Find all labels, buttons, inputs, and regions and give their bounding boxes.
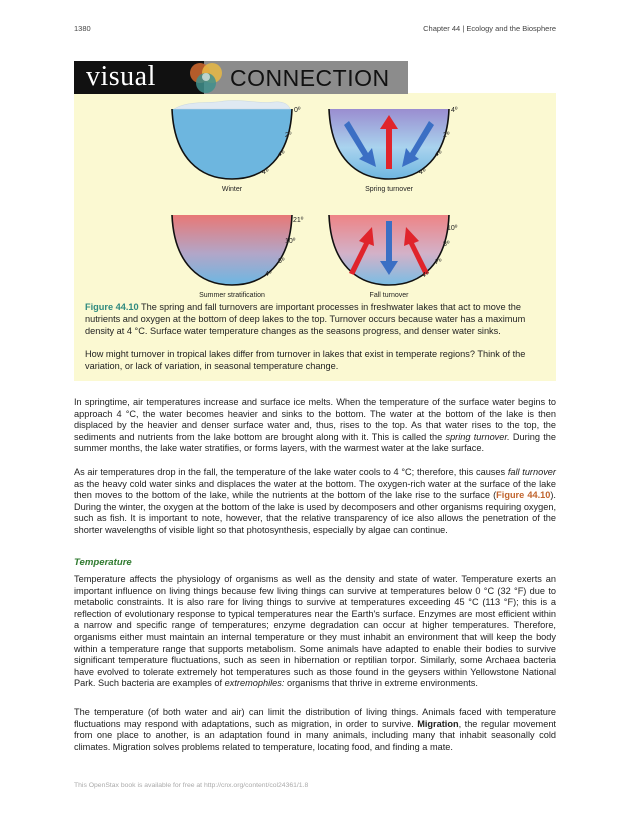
summer-water	[172, 215, 292, 285]
fall-title: Fall turnover	[369, 292, 409, 299]
figure-label: Figure 44.10	[85, 302, 139, 312]
p3-term-extremophiles: extremophiles:	[224, 678, 285, 689]
p1-text-b: During the summer months, the lake water stratifies, or forms layers, with the warmest water at the lake surface.	[74, 431, 556, 454]
banner-connection-word: CONNECTION	[230, 65, 390, 91]
p1-term-spring-turnover: spring turnover.	[445, 431, 510, 442]
winter-temp-3: 4º	[278, 151, 285, 158]
paragraph-fall-turnover	[74, 467, 556, 537]
p2-text-c: ). During the winter, the oxygen at the bottom of the lake is used by decomposers and other organisms requiring oxygen, such as fish. It is important to note, however, that the relative transparency of ice also allows the penetration of the shorter wavelengths of visible light so that photosynthesis, especially by algae can continue.	[74, 490, 556, 535]
winter-temp-1: 0º	[294, 107, 301, 114]
banner-visual-word: visual	[74, 61, 204, 94]
caption-text: The spring and fall turnovers are important processes in freshwater lakes that act to move the nutrients and oxygen at the bottom of deep lakes to the top. Turnover occurs because water has a maximum density at 4 °C. Surface water temperature changes as the seasons progress, and denser water sinks.	[85, 302, 526, 336]
fall-temp-4: 4º	[422, 272, 429, 279]
fall-lake	[329, 215, 458, 299]
spring-title: Spring turnover	[365, 186, 413, 193]
spring-temp-3: 4º	[435, 151, 442, 158]
venn-logo-icon	[186, 60, 226, 95]
winter-title: Winter	[221, 186, 243, 193]
p2-text-a: As air temperatures drop in the fall, the temperature of the lake water cools to 4 °C; therefore, this causes	[74, 467, 508, 477]
paragraph-spring-turnover	[74, 397, 556, 455]
winter-water	[172, 109, 292, 179]
summer-temp-4: 4º	[265, 271, 272, 278]
p1-text-a: In springtime, air temperatures increase and surface ice melts. When the temperature of the surface water begins to approach 4 °C, the water becomes heavier and sinks to the bottom. The water at the bottom of the lake is then displaced by the heavier and denser surface water and, thus, rises to the top. As that water rises to the top, the sediments and nutrients from the lake bottom are brought along with it. This is called the	[74, 397, 556, 442]
lake-turnover-diagram	[74, 93, 556, 303]
winter-temp-4: 4º	[262, 169, 269, 176]
visual-connection-banner	[74, 61, 408, 94]
fall-temp-1: 10º	[447, 225, 458, 232]
fall-temp-3: 7º	[435, 259, 442, 266]
summer-temp-1: 21º	[293, 217, 304, 224]
paragraph-migration	[74, 707, 556, 753]
section-heading-temperature: Temperature	[74, 557, 132, 568]
p4-text-a: The temperature (of both water and air) can limit the distribution of living things. Animals faced with temperature fluctuations may respond with adaptations, such as migration, in order to survive.	[74, 707, 556, 729]
p4-term-migration: Migration	[417, 718, 459, 729]
paragraph-temperature	[74, 574, 556, 690]
summer-temp-2: 10º	[285, 238, 296, 245]
winter-temp-2: 2º	[285, 132, 292, 139]
winter-ice	[174, 101, 290, 109]
summer-title: Summer stratification	[199, 292, 265, 299]
p4-text-b: , the regular movement from one place to another, is an adaptation found in many animals, including many that inhabit seasonally cold climates. Migration solves problems related to temperature, locating food, and finding a mate.	[74, 718, 556, 752]
spring-temp-1: 4º	[451, 107, 458, 114]
spring-temp-2: 2º	[443, 132, 450, 139]
connection-question: How might turnover in tropical lakes differ from turnover in lakes that exist in temperate regions? Think of the variation, or lack of variation, in seasonal temperature change.	[85, 349, 526, 371]
figure-caption	[85, 301, 546, 337]
p3-text-a: Temperature affects the physiology of organisms as well as the density and state of water. Temperature exerts an important influence on living things because few living things can survive at temperatures below 0 °C (32 °F) due to metabolic constraints. It is also rare for living things to survive at temperatures exceeding 45 °C (113 °F); this is a reflection of evolutionary response to typical temperatures near the Earth's surface. Enzymes are most efficient within a narrow and specific range of temperatures; enzyme degradation can occur at higher temperatures. Therefore, organisms either must maintain an internal temperature or they must inhabit an environment that will keep the body within a temperature range that supports metabolism. Some animals have adapted to enable their bodies to survive significant temperature fluctuations, such as seen in hibernation or reptilian torpor. Similarly, some Archaea bacteria have evolved to tolerate extremely hot temperatures such as those found in the geysers within Yellowstone National Park. Such bacteria are examples of	[74, 574, 556, 689]
fall-temp-2: 8º	[443, 241, 450, 248]
chapter-title: Chapter 44 | Ecology and the Biosphere	[423, 24, 556, 33]
figure-link[interactable]: Figure 44.10	[496, 490, 551, 501]
summer-temp-3: 6º	[278, 258, 285, 265]
page-footer: This OpenStax book is available for free at http://cnx.org/content/col24361/1.8	[74, 782, 309, 789]
winter-lake	[172, 101, 301, 193]
spring-lake	[329, 107, 458, 193]
p2-term-fall-turnover: fall turnover	[507, 467, 556, 477]
p3-text-b: organisms that thrive in extreme environments.	[284, 678, 478, 689]
p2-text-b: as the heavy cold water sinks and displaces the water at the bottom. The oxygen-rich water at the surface of the lake then moves to the bottom of the lake, while the nutrients at the bottom of the lake rise to the surface (	[74, 478, 556, 501]
spring-temp-4: 4º	[419, 169, 426, 176]
page-number: 1380	[74, 24, 91, 33]
summer-lake	[172, 215, 304, 299]
